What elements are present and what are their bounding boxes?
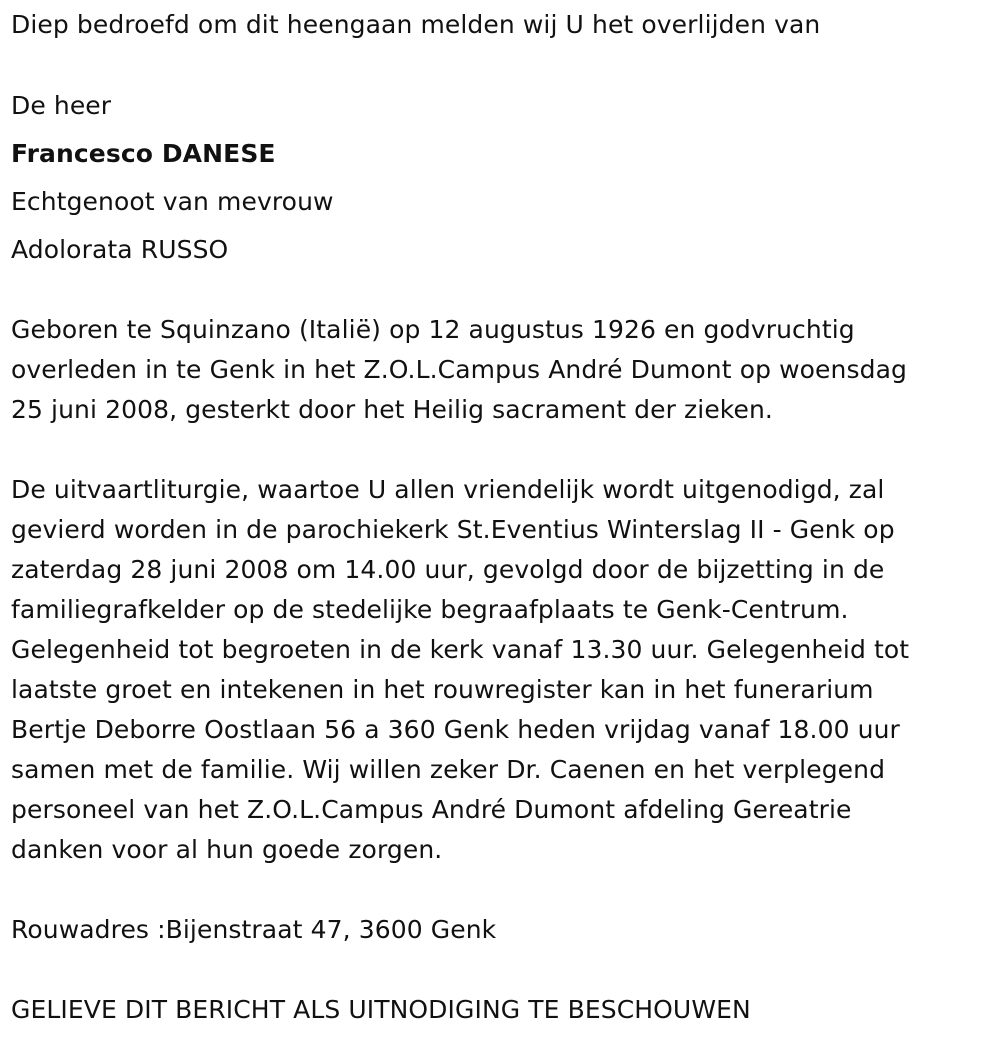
spouse-name: Adolorata RUSSO [11, 235, 229, 264]
paragraph-line: familiegrafkelder op de stedelijke begraafplaats te Genk-Centrum. [11, 595, 849, 624]
deceased-name: Francesco DANESE [11, 139, 276, 168]
paragraph-line: Bertje Deborre Oostlaan 56 a 360 Genk heden vrijdag vanaf 18.00 uur [11, 715, 900, 744]
paragraph-line: laatste groet en intekenen in het rouwregister kan in het funerarium [11, 675, 874, 704]
paragraph-line: 25 juni 2008, gesterkt door het Heilig sacrament der zieken. [11, 395, 773, 424]
mourning-address: Rouwadres :Bijenstraat 47, 3600 Genk [11, 915, 497, 944]
funeral-paragraph [11, 470, 909, 870]
closing-notice: GELIEVE DIT BERICHT ALS UITNODIGING TE BESCHOUWEN [11, 995, 751, 1024]
paragraph-line: overleden in te Genk in het Z.O.L.Campus André Dumont op woensdag [11, 355, 907, 384]
honorific: De heer [11, 91, 112, 120]
paragraph-line: samen met de familie. Wij willen zeker Dr. Caenen en het verplegend [11, 755, 886, 784]
paragraph-line: danken voor al hun goede zorgen. [11, 835, 443, 864]
paragraph-line: Gelegenheid tot begroeten in de kerk vanaf 13.30 uur. Gelegenheid tot [11, 635, 910, 664]
paragraph-line: personeel van het Z.O.L.Campus André Dumont afdeling Gereatrie [11, 795, 852, 824]
spouse-line: Echtgenoot van mevrouw [11, 187, 334, 216]
intro-text: Diep bedroefd om dit heengaan melden wij U het overlijden van [11, 10, 821, 39]
paragraph-line: De uitvaartliturgie, waartoe U allen vriendelijk wordt uitgenodigd, zal [11, 475, 885, 504]
paragraph-line: Geboren te Squinzano (Italië) op 12 augustus 1926 en godvruchtig [11, 315, 855, 344]
paragraph-line: zaterdag 28 juni 2008 om 14.00 uur, gevolgd door de bijzetting in de [11, 555, 885, 584]
paragraph-line: gevierd worden in de parochiekerk St.Eventius Winterslag II - Genk op [11, 515, 895, 544]
birth-paragraph [11, 310, 907, 430]
